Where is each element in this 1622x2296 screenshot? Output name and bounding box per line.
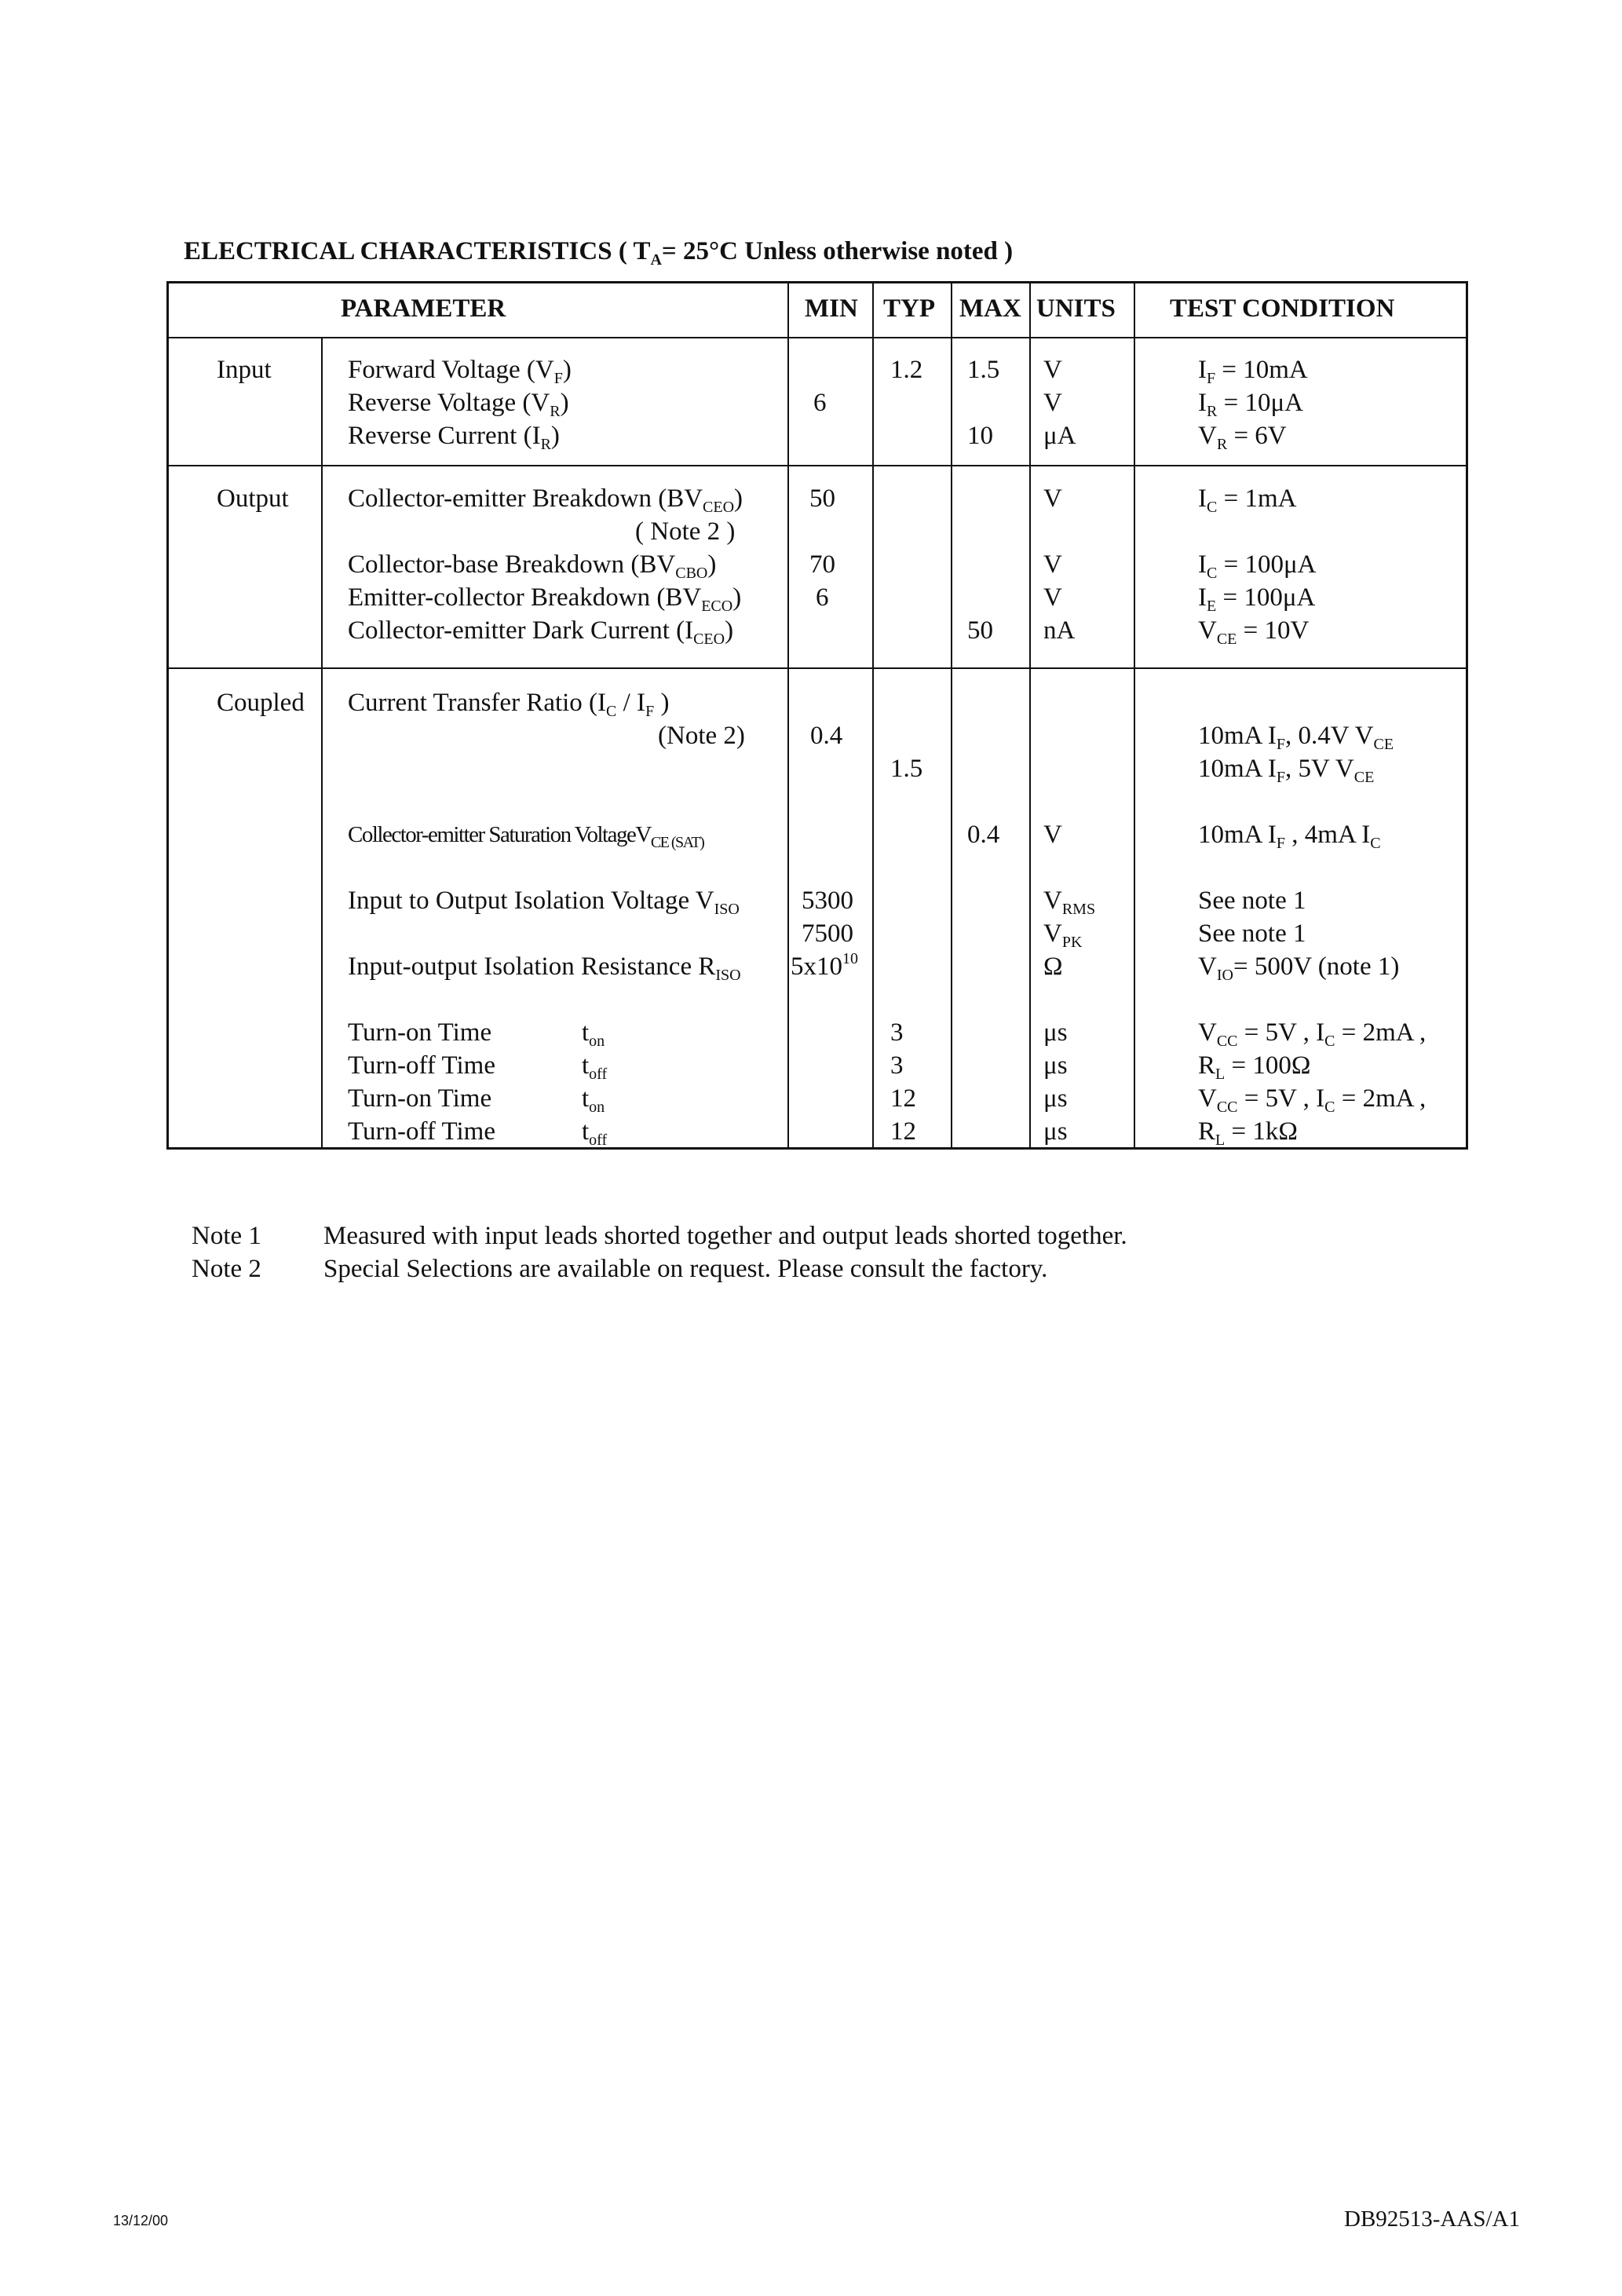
header-test-condition: TEST CONDITION xyxy=(1170,294,1395,323)
col-divider-min xyxy=(787,283,789,1147)
units-ton-2: μs xyxy=(1043,1084,1068,1113)
units-toff-2: μs xyxy=(1043,1117,1068,1146)
header-max: MAX xyxy=(959,294,1021,323)
units-viso-rms: $V_{RMS}$ xyxy=(1043,887,1096,918)
header-typ: TYP xyxy=(883,294,935,323)
section-input: Input xyxy=(217,356,272,384)
min-bvceo: 50 xyxy=(809,484,835,513)
symbol-toff-2: $t_{off}$ xyxy=(582,1117,608,1149)
test-bveco: $I_E = 100\mu A$ xyxy=(1198,583,1316,615)
note-1-label: Note 1 xyxy=(192,1222,261,1250)
note-bvceo: ( Note 2 ) xyxy=(635,517,736,546)
units-iceo: nA xyxy=(1043,616,1076,645)
col-divider-units xyxy=(1029,283,1031,1147)
test-vcesat: 10mA $I_F$ , 4mA $I_C$ xyxy=(1198,821,1381,852)
param-turn-on-time-1: Turn-on Time xyxy=(348,1018,492,1047)
param-riso: Input-output Isolation Resistance $R_{ISO}$ xyxy=(348,952,741,984)
min-riso: $5x10^{10}$ xyxy=(791,950,858,981)
typ-ton-1: 3 xyxy=(890,1018,904,1047)
page-title: ELECTRICAL CHARACTERISTICS ( $T_A= 25^\circ C$ Unless otherwise noted ) xyxy=(184,237,1014,269)
min-viso-rms: 5300 xyxy=(802,887,853,915)
typ-toff-2: 12 xyxy=(890,1117,916,1146)
param-bveco: Emitter-collector Breakdown $(BV_{ECO})$ xyxy=(348,583,742,615)
test-ton-2: $V_{CC} = 5V$ , $I_C = 2mA$ , xyxy=(1198,1084,1427,1116)
col-divider-max xyxy=(951,283,952,1147)
param-iceo: Collector-emitter Dark Current $(I_{CEO})$ xyxy=(348,616,734,648)
param-turn-on-time-2: Turn-on Time xyxy=(348,1084,492,1113)
typ-ctr: 1.5 xyxy=(890,755,923,783)
footer-doc-number: DB92513-AAS/A1 xyxy=(1344,2206,1520,2232)
min-bvcbo: 70 xyxy=(809,550,835,579)
header-divider xyxy=(169,337,1466,338)
units-vcesat: V xyxy=(1043,821,1062,849)
units-bveco: V xyxy=(1043,583,1062,612)
test-viso-1: See note 1 xyxy=(1198,887,1306,915)
test-iceo: $V_{CE} = 10V$ xyxy=(1198,616,1310,648)
typ-ton-2: 12 xyxy=(890,1084,916,1113)
units-toff-1: μs xyxy=(1043,1051,1068,1080)
note-2-label: Note 2 xyxy=(192,1255,261,1283)
units-viso-pk: $V_{PK}$ xyxy=(1043,919,1083,951)
max-reverse-current: 10 xyxy=(967,422,993,450)
symbol-ton-2: $t_{on}$ xyxy=(582,1084,605,1116)
test-viso-2: See note 1 xyxy=(1198,919,1306,948)
test-ton-1: $V_{CC} = 5V$ , $I_C = 2mA$ , xyxy=(1198,1018,1427,1050)
typ-forward-voltage: 1.2 xyxy=(890,356,923,384)
header-units: UNITS xyxy=(1036,294,1116,323)
min-reverse-voltage: 6 xyxy=(813,389,827,417)
note-ctr: (Note 2) xyxy=(658,722,745,750)
symbol-ton-1: $t_{on}$ xyxy=(582,1018,605,1050)
col-divider-section xyxy=(321,337,323,1147)
symbol-toff-1: $t_{off}$ xyxy=(582,1051,608,1083)
test-reverse-voltage: $I_R = 10\mu A$ xyxy=(1198,389,1303,420)
param-vcesat: Collector-emitter Saturation VoltageV$_{CE (SAT)}$ xyxy=(348,822,704,851)
units-riso: Ω xyxy=(1043,952,1063,981)
note-1-text: Measured with input leads shorted together and output leads shorted together. xyxy=(323,1222,1127,1250)
footer-date: 13/12/00 xyxy=(113,2213,169,2228)
param-reverse-voltage: Reverse Voltage $(V_R)$ xyxy=(348,389,569,420)
param-bvcbo: Collector-base Breakdown $(BV_{CBO})$ xyxy=(348,550,717,582)
max-vcesat: 0.4 xyxy=(967,821,1000,849)
max-forward-voltage: 1.5 xyxy=(967,356,1000,384)
param-turn-off-time-2: Turn-off Time xyxy=(348,1117,495,1146)
min-bveco: 6 xyxy=(816,583,829,612)
units-forward-voltage: V xyxy=(1043,356,1062,384)
max-iceo: 50 xyxy=(967,616,993,645)
characteristics-table xyxy=(166,281,1468,1150)
units-reverse-voltage: V xyxy=(1043,389,1062,417)
min-ctr: 0.4 xyxy=(810,722,843,750)
header-parameter: PARAMETER xyxy=(341,294,506,323)
section-output: Output xyxy=(217,484,289,513)
units-reverse-current: μA xyxy=(1043,422,1076,450)
test-reverse-current: $V_R = 6V$ xyxy=(1198,422,1287,453)
test-ctr-1: 10mA $I_F$, 0.4V $V_{CE}$ xyxy=(1198,722,1394,753)
param-reverse-current: Reverse Current $(I_R)$ xyxy=(348,422,560,453)
param-viso: Input to Output Isolation Voltage $V_{ISO}$ xyxy=(348,887,740,918)
param-ctr: Current Transfer Ratio ($I_C / I_F$ ) xyxy=(348,689,670,720)
test-riso: $V_{IO}= 500V$ (note 1) xyxy=(1198,952,1400,984)
note-2-text: Special Selections are available on request. Please consult the factory. xyxy=(323,1255,1048,1283)
input-section-divider xyxy=(169,465,1466,466)
header-min: MIN xyxy=(805,294,858,323)
test-ctr-2: 10mA $I_F$, 5V $V_{CE}$ xyxy=(1198,755,1375,786)
units-ton-1: μs xyxy=(1043,1018,1068,1047)
param-forward-voltage: Forward Voltage $(V_F)$ xyxy=(348,356,572,387)
min-viso-pk: 7500 xyxy=(802,919,853,948)
units-bvceo: V xyxy=(1043,484,1062,513)
test-bvceo: $I_C = 1mA$ xyxy=(1198,484,1297,516)
test-toff-2: $R_L = 1k\Omega$ xyxy=(1198,1117,1298,1149)
param-bvceo: Collector-emitter Breakdown $(BV_{CEO})$ xyxy=(348,484,743,516)
col-divider-typ xyxy=(872,283,874,1147)
test-forward-voltage: $I_F = 10mA$ xyxy=(1198,356,1308,387)
typ-toff-1: 3 xyxy=(890,1051,904,1080)
col-divider-test xyxy=(1134,283,1135,1147)
section-coupled: Coupled xyxy=(217,689,305,717)
param-turn-off-time-1: Turn-off Time xyxy=(348,1051,495,1080)
test-toff-1: $R_L = 100\Omega$ xyxy=(1198,1051,1311,1083)
units-bvcbo: V xyxy=(1043,550,1062,579)
output-section-divider xyxy=(169,667,1466,669)
test-bvcbo: $I_C = 100\mu A$ xyxy=(1198,550,1317,582)
